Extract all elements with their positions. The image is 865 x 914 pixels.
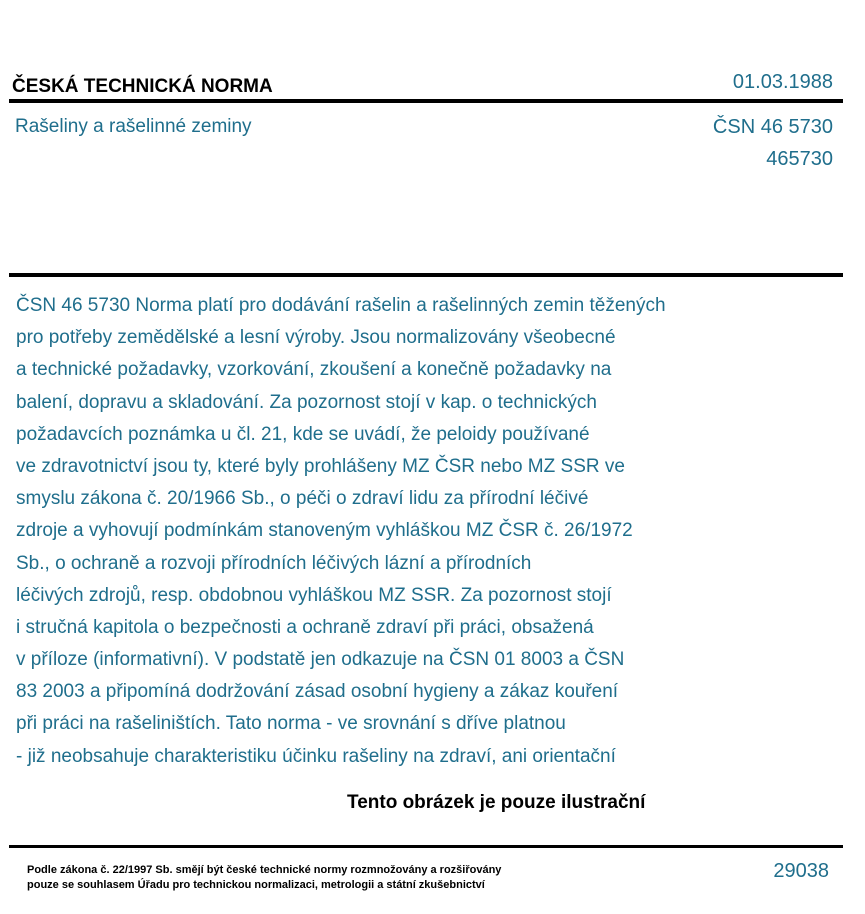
copyright-notice (27, 863, 501, 893)
footer-divider (9, 845, 843, 848)
catalog-number: 29038 (773, 860, 829, 882)
document-subject: Rašeliny a rašelinné zeminy (15, 116, 252, 137)
abstract-line: smyslu zákona č. 20/1966 Sb., o péči o zdraví lidu za přírodní léčivé (16, 488, 589, 510)
abstract-line: zdroje a vyhovují podmínkám stanoveným vyhláškou MZ ČSR č. 26/1972 (16, 520, 633, 542)
document-date: 01.03.1988 (732, 71, 833, 93)
standard-code: ČSN 46 5730 (712, 116, 833, 138)
abstract-line: požadavcích poznámka u čl. 21, kde se uvádí, že peloidy používané (16, 423, 590, 445)
abstract-line: ve zdravotnictví jsou ty, které byly prohlášeny MZ ČSR nebo MZ SSR ve (16, 455, 625, 477)
illustration-disclaimer: Tento obrázek je pouze ilustrační (347, 792, 646, 813)
abstract-line: i stručná kapitola o bezpečnosti a ochraně zdraví při práci, obsažená (16, 616, 594, 638)
document-header-title: ČESKÁ TECHNICKÁ NORMA (12, 76, 273, 97)
abstract-line: při práci na rašeliništích. Tato norma - ve srovnání s dříve platnou (16, 713, 566, 735)
abstract-line: 83 2003 a připomíná dodržování zásad osobní hygieny a zákaz kouření (16, 681, 619, 703)
copyright-notice-line: Podle zákona č. 22/1997 Sb. smějí být české technické normy rozmnožovány a rozšiřovány (27, 864, 502, 876)
header-divider (9, 99, 843, 103)
abstract-line: Sb., o ochraně a rozvoji přírodních léčivých lázní a přírodních (16, 552, 532, 574)
document-abstract (16, 290, 776, 773)
abstract-line: v příloze (informativní). V podstatě jen odkazuje na ČSN 01 8003 a ČSN (16, 649, 625, 671)
section-divider (9, 273, 843, 277)
abstract-line: léčivých zdrojů, resp. obdobnou vyhláškou MZ SSR. Za pozornost stojí (16, 584, 612, 606)
abstract-line: - již neobsahuje charakteristiku účinku rašeliny na zdraví, ani orientační (16, 745, 616, 767)
abstract-line: ČSN 46 5730 Norma platí pro dodávání rašelin a rašelinných zemin těžených (16, 295, 666, 316)
abstract-line: balení, dopravu a skladování. Za pozornost stojí v kap. o technických (16, 391, 597, 413)
abstract-line: a technické požadavky, vzorkování, zkoušení a konečně požadavky na (16, 359, 612, 381)
standard-class-number: 465730 (766, 148, 833, 170)
copyright-notice-line: pouze se souhlasem Úřadu pro technickou normalizaci, metrologii a státní zkušebnictví (27, 879, 485, 891)
abstract-line: pro potřeby zemědělské a lesní výroby. Jsou normalizovány všeobecné (16, 327, 616, 349)
